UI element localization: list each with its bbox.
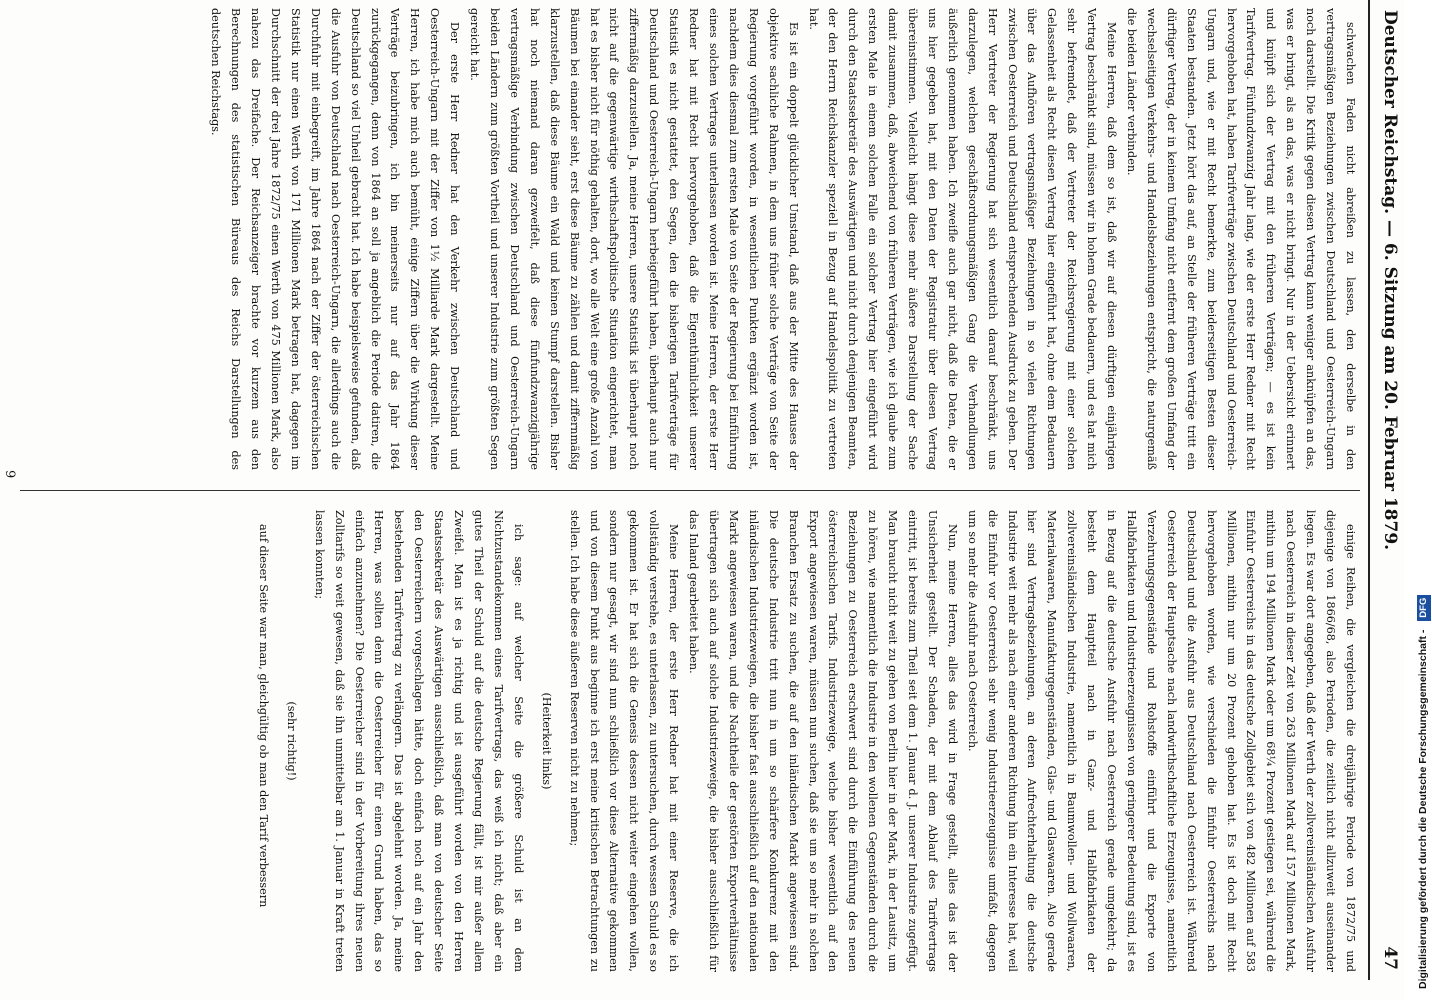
dfg-logo: DFG — [1417, 595, 1431, 621]
paragraph: Nun, meine Herren, alles das wird in Frage gestellt, alles das ist der Unsicherheit gestellt. Der Schaden, der mit dem Ablauf des Tarifvertrags eintritt, ist bereits zum Theil seit dem 1. Januar d. J. unserer Industrie zugefügt. Man braucht nicht weit zu gehen von Berlin hier in der Mark, in der Lausitz, um zu hören, wie namentlich die Industrie in den wollenen Gegenständen durch die Beziehungen zu Oesterreich erschwert sind durch die Einführung des neuen österreichischen Tarifs. Industriezweige, welche bisher wesentlich auf den Export angewiesen waren, müssen nun suchen, daß sie um so mehr in solchen Branchen Ersatz zu suchen, die auf den inländischen Markt angewiesen sind. Die deutsche Industrie tritt nun in um so schärfere Konkurrenz mit den inländischen Industriezweigen, die bisher fast ausschließlich auf den nationalen Markt angewiesen waren, und die Nachtheile der gestörten Exportverhältnisse übertragen sich auch auf solche Industriezweige, die bisher ausschließlich für das Inland gearbeitet haben. — [687, 510, 959, 972]
paragraph: Meine Herren, der erste Herr Redner hat mit einer Reserve, die ich vollständig verstehe, es unterlassen, zu untersuchen, durch wessen Schuld es so gekommen ist. Er hat sich die Genesis dessen nicht weiter eingehen wollen, sondern nur gesagt, wir sind nun schließlich vor diese Alternative gekommen und von diesem Punkt aus beginne ich erst meine kritischen Betrachtungen zu stellen. Ich habe diese äußeren Reserven nicht zu nehmen; — [567, 510, 681, 972]
paragraph: ich sage: auf welcher Seite die größere Schuld ist an dem Nichtzustandekommen eines Tarifvertrags, das weiß ich nicht; daß aber ein gutes Theil der Schuld auf die deutsche Regierung fällt, ist mir außer allem Zweifel. Man ist es ja richtig und ist ausgeführt worden von den Herren Staatssekretär des Auswärtigen ausschließlich, daß man von deutscher Seite den Oesterreichern vorgeschlagen hätte, doch einfach noch auf ein Jahr den bestehenden Tarifvertrag zu verlängern. Das ist abgelehnt worden. Ja, meine Herren, was sollten denn die Oesterreicher für einen Grund haben, das so einfach anzunehmen? Die Oesterreicher sind in der Vorbereitung ihres neuen Zolltarifs so weit gewesen, daß sie ihn unmittelbar am 1. Januar in Kraft treten lassen konnten; — [312, 510, 525, 972]
column-divider — [20, 490, 1360, 491]
paragraph: Der erste Herr Redner hat den Verkehr zwischen Deutschland und Oesterreich-Ungarn mit der Ziffer von 1½ Milliarde Mark dargestellt. Meine Herren, ich habe mich auch bemüht, einige Ziffern über die Wirkung dieser Verträge beizubringen, ich bin meinerseits nur auf das Jahr 1864 zurückgegangen, denn von 1864 an soll ja angeblich die Periode datiren, die Deutschland so viel Unheil gebracht hat. Ich habe beispielsweise gefunden, daß die Ausfuhr von Deutschland nach Oesterreich-Ungarn, die allerdings auch die Durchfuhr mit einbegreift, im Jahre 1864 nach der Ziffer der österreichischen Statistik nur einen Werth von 171 Millionen Mark betragen hat, dagegen im Durchschnitt der drei Jahre 1872/75 einen Werth von 475 Millionen Mark, also nahezu das Dreifache. Der Reichsanzeiger brachte vor kurzem aus den Berechnungen des statistischen Büreaus des Reichs Darstellungen des deutschen Reichstags. — [209, 8, 462, 470]
credit-text: Digitalisierung gefördert durch die Deutsche Forschungsgemeinschaft - — [1417, 629, 1429, 989]
paragraph: einige Reihen, die vergleichen die dreijährige Periode von 1872/75 und diejenige von 1866/68, also Perioden, die zeitlich nicht allzuweit auseinander liegen. Es war dort angegeben, daß der Werth der zollvereinsländischen Ausfuhr nach Oesterreich in dieser Zeit von 263 Millionen Mark auf 157 Millionen Mark, mithin um 194 Millionen Mark oder um 68¼ Prozent gestiegen sei, während die Einfuhr Oesterreichs in das deutsche Zollgebiet sich von 482 Millionen auf 583 Millionen, mithin nur um 20 Prozent gehoben hat. Es ist doch mit Recht hervorgehoben worden, wie verschieden die Einfuhr Oesterreichs nach Deutschland und die Ausfuhr aus Deutschland nach Oesterreich ist. Während Oesterreich der Hauptsache nach landwirthschaftliche Erzeugnisse, namentlich Verzehrungsgegenstände und Rohstoffe einführt und die Exporte von Halbfabrikaten und Industrieerzeugnissen von geringerer Bedeutung sind, ist es in Bezug auf die deutsche Ausfuhr nach Oesterreich gerade umgekehrt; da besteht dem Hauptteil nach in Ganz- und Halbfabrikaten der zollvereinsländischen Industrie, namentlich in Baumwollen- und Wollwaaren, Materialwaaren, Manufakturgegenständen, Glas- und Glaswaaren. Also gerade hier sind Vertragsbeziehungen, an deren Aufrechterhaltung die deutsche Industrie weit mehr als nach einer anderen Richtung hin ein Interesse hat, weil die Einfuhr vor Oesterreich sehr wenig Industrieerzeugnisse umfaßt, dagegen um so mehr die Ausfuhr nach Oesterreich. — [965, 510, 1357, 972]
interjection: (sehr richtig!) — [284, 701, 298, 781]
paragraph: Meine Herren, daß dem so ist, daß wir auf diesen dürftigen einjährigen Vertrag beschränkt sind, müssen wir in hohem Grade bedauern, und es hat mich sehr befremdet, daß der Vertreter der Reichsregierung mit einer solchen Gelassenheit als Recht diesen Vertrag hier eingeführt hat, ohne dem Bedauern über das Aufhören vertragsmäßiger Beziehungen in so vielen Richtungen zwischen Oesterreich und Deutschland entsprechenden Ausdruck zu geben. Der Herr Vertreter der Regierung hat sich wesentlich darauf beschränkt, uns darzulegen, welchen geschäftsordnungsmäßigen Gang die Verhandlungen äußerlich genommen haben. Ich zweifle auch gar nicht, daß die Daten, die er uns hier gegeben hat, mit den Daten der Registratur über diesen Vertrag übereinstimmen. Vielleicht hängt diese mehr äußere Darstellung der Sache damit zusammen, daß, abweichend von früheren Verträgen, wie ich glaube zum ersten Male in einem solchen Falle ein solcher Vertrag hier eingeführt wird durch den Staatssekretär des Auswärtigen und nicht durch denjenigen Beamten, der den Herrn Reichskanzler speziell in Bezug auf Handelspolitik zu vertreten hat. — [806, 8, 1119, 470]
text-column-left — [5, 8, 1360, 470]
page-number: 47 — [1380, 946, 1400, 970]
paragraph: schwachen Faden nicht abreißen zu lassen, den derselbe in den vertragsmäßigen Beziehungen zwischen Deutschland und Oesterreich-Ungarn noch darstellt. Die Kritik gegen diesen Vertrag kann weniger anknüpfen an das, was er bringt, als an das, was er nicht bringt. Nur in der Uebersicht erinnert und knüpft sich der Vertrag mit den früheren Verträgen; — es ist kein Tarifvertrag. Fünfundzwanzig Jahr lang, wie der erste Herr Redner mit Recht hervorgehoben hat, haben Tarifverträge zwischen Deutschland und Oesterreich-Ungarn und, wie er mit Recht bemerkte, zum beiderseitigen Besten dieser Staaten bestanden. Jetzt hört das auf, an Stelle der früheren Verträge tritt ein dürftiger Vertrag, der in keinem Umfang nicht entfernt dem großen Umfang der wechselseitigen Verkehrs- und Handelsbeziehungen entspricht, die naturgemäß die beiden Länder verbinden. — [1125, 8, 1357, 470]
paragraph: Es ist ein doppelt glücklicher Umstand, daß aus der Mitte des Hauses der objektive sachliche Rahmen, in dem uns früher solche Verträge von Seite der Regierung vorgeführt worden, in wesentlichen Punkten ergänzt worden ist, nachdem dies diesmal zum ersten Male von Seite der Regierung bei Einführung eines solchen Vertrages unterlassen worden ist. Meine Herren, der erste Herr Redner hat mit Recht hervorgehoben, daß die Eigenthümlichkeit unserer Statistik es nicht gestattet, den Segen, den die bisherigen Tarifverträge für Deutschland und Oesterreich-Ungarn herbeigeführt haben, überhaupt auch nur ziffermäßig darzustellen. Ja, meine Herren, unsere Statistik ist überhaupt noch nicht auf die gegenwärtige wirthschaftspolitische Situation eingerichtet, man hat es bisher nicht für nöthig gehalten, dort, wo alle Welt eine große Anzahl von Bäumen bei einander sieht, erst diese Bäume zu zählen und damit ziffernmäßig klarzustellen, daß diese Bäume ein Wald und keinen Stumpf darstellen. Bisher hat noch niemand daran gezweifelt, daß diese fünfundzwanzigjährige vertragsmäßige Verbindung zwischen Deutschland und Oesterreich-Ungarn beiden Ländern zum größten Vortheil und unserer Industrie zum größten Segen gereicht hat. — [468, 8, 800, 470]
digitization-credit-strip — [1404, 0, 1432, 1000]
running-head: Deutscher Reichstag. — 6. Sitzung am 20. Februar 1879. — [1380, 10, 1400, 551]
interjection: (Heiterkeit links) — [539, 692, 553, 790]
digitization-credit — [1409, 0, 1432, 995]
text-column-right — [5, 510, 1360, 972]
paragraph: auf dieser Seite war man, gleichgültig ob man den Tarif verbessern — [256, 524, 270, 908]
sheet-signature: 9 — [2, 470, 17, 479]
